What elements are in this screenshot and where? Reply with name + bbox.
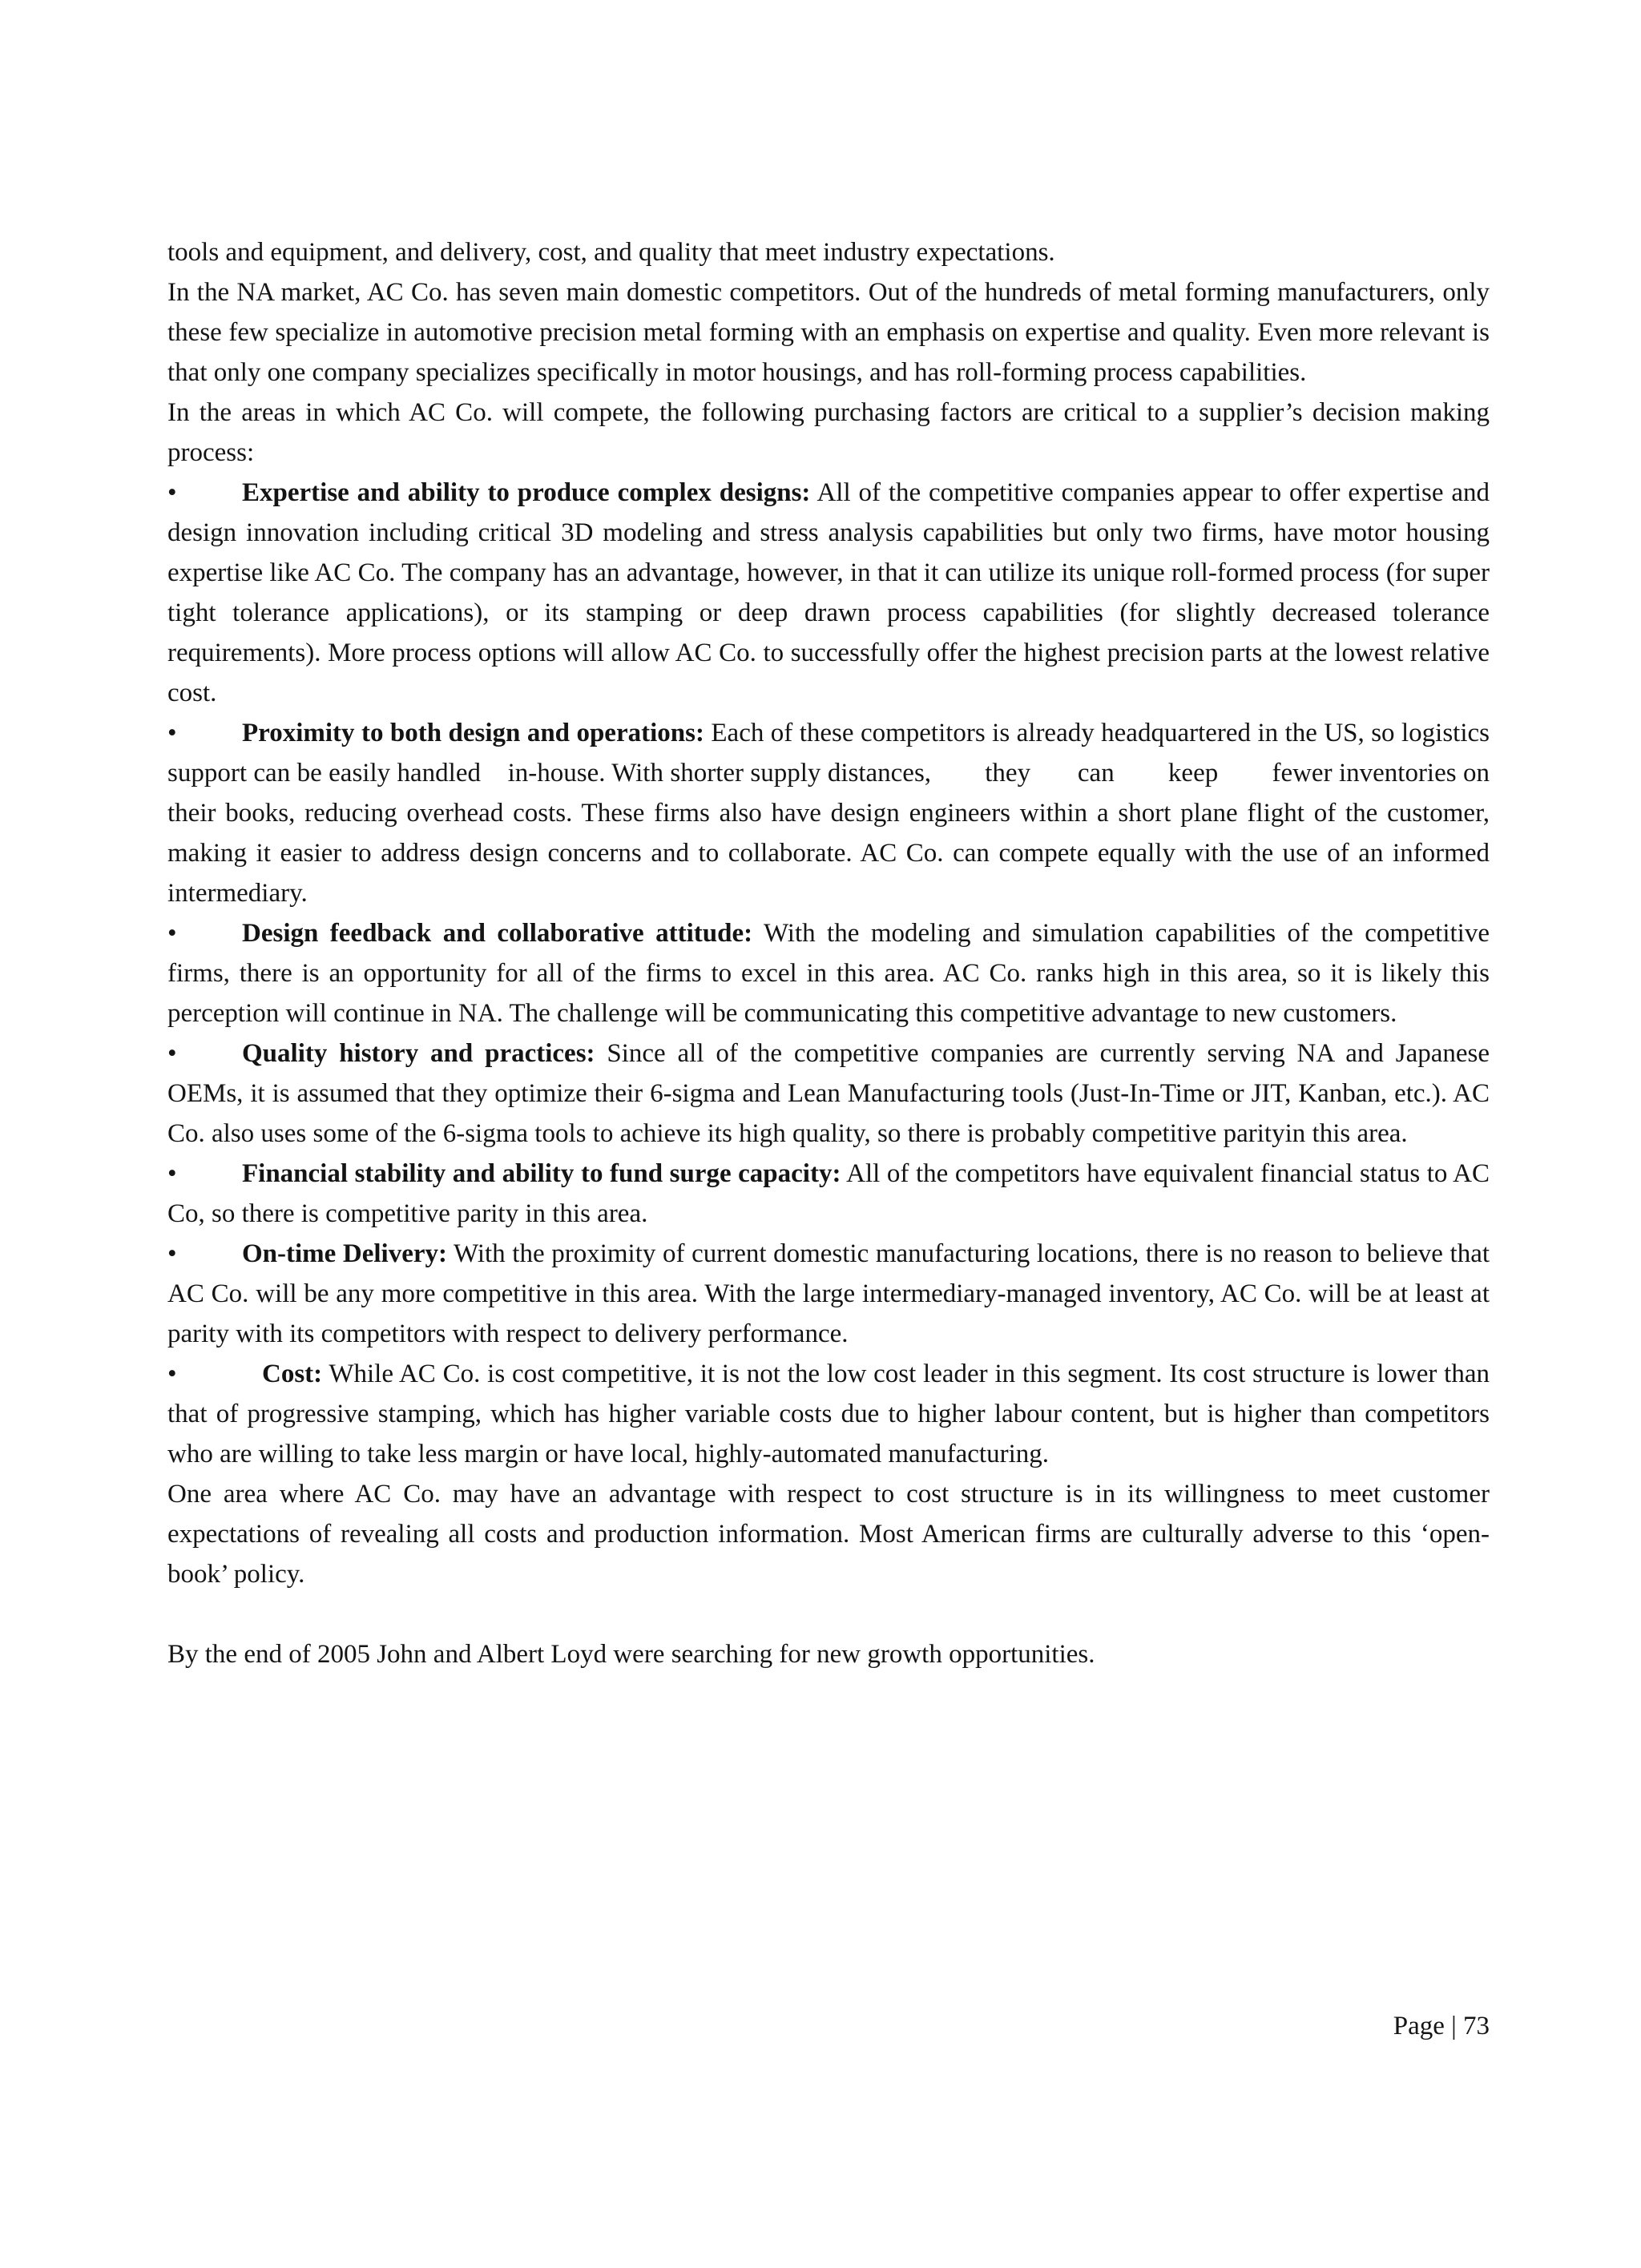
paragraph-purchasing-factors: In the areas in which AC Co. will compete, the following purchasing factors are critical to a supplier’s decision making process: bbox=[167, 398, 1490, 467]
paragraph-growth: By the end of 2005 John and Albert Loyd were searching for new growth opportunities. bbox=[167, 1640, 1095, 1669]
paragraph-spacer bbox=[167, 1594, 1490, 1634]
bullet-item-proximity bbox=[167, 713, 1497, 913]
bullet-item-design-feedback bbox=[167, 913, 1490, 1033]
bullet-marker: • bbox=[167, 1360, 177, 1388]
document-body bbox=[167, 232, 1497, 1674]
bullet-text: Each of these competitors is already headquartered in the US, so logistics support can be easily handled in-house. With shorter supply distances, they can keep fewer inventories on their books, reducing overhead costs. These firms also have design engineers within a short plane flight of the customer, making it easier to address design concerns and to collaborate. AC Co. can compete equally with the use of an informed intermediary. bbox=[167, 719, 1497, 908]
bullet-heading: Design feedback and collaborative attitude: bbox=[242, 919, 753, 948]
bullet-text: All of the competitive companies appear to offer expertise and design innovation including critical 3D modeling and stress analysis capabilities but only two firms, have motor housing expertise like AC Co. The company has an advantage, however, in that it can utilize its unique roll-formed process (for super tight tolerance applications), or its stamping or deep drawn process capabilities (for slightly decreased tolerance requirements). More process options will allow AC Co. to successfully offer the highest precision parts at the lowest relative cost. bbox=[167, 478, 1490, 707]
bullet-heading: Cost: bbox=[262, 1360, 323, 1388]
bullet-item-financial bbox=[167, 1154, 1490, 1234]
bullet-heading: On-time Delivery: bbox=[242, 1239, 448, 1268]
bullet-item-delivery bbox=[167, 1234, 1490, 1354]
bullet-text: With the proximity of current domestic manufacturing locations, there is no reason to believe that AC Co. will be any more competitive in this area. With the large intermediary-managed inventory, AC Co. will be at least at parity with its competitors with respect to delivery performance. bbox=[167, 1239, 1490, 1348]
bullet-text: Since all of the competitive companies are currently serving NA and Japanese OEMs, it is assumed that they optimize their 6-sigma and Lean Manufacturing tools (Just-In-Time or JIT, Kanban, etc.). AC Co. also uses some of the 6-sigma tools to achieve its high quality, so there is probably competitive parityin this area. bbox=[167, 1039, 1490, 1148]
bullet-item-cost bbox=[167, 1354, 1490, 1474]
bullet-marker: • bbox=[167, 1239, 177, 1268]
bullet-heading: Quality history and practices: bbox=[242, 1039, 595, 1068]
bullet-marker: • bbox=[167, 478, 177, 507]
bullet-text: All of the competitors have equivalent financial status to AC Co, so there is competitive parity in this area. bbox=[167, 1159, 1490, 1228]
bullet-marker: • bbox=[167, 919, 177, 948]
bullet-text: With the modeling and simulation capabilities of the competitive firms, there is an opportunity for all of the firms to excel in this area. AC Co. ranks high in this area, so it is likely this perception will continue in NA. The challenge will be communicating this competitive advantage to new customers. bbox=[167, 919, 1490, 1028]
paragraph-continuation: tools and equipment, and delivery, cost, and quality that meet industry expectations. bbox=[167, 238, 1055, 267]
bullet-text: While AC Co. is cost competitive, it is not the low cost leader in this segment. Its cost structure is lower than that of progressive stamping, which has higher variable costs due to higher labour content, but is higher than competitors who are willing to take less margin or have local, highly-automated manufacturing. bbox=[167, 1360, 1490, 1468]
bullet-heading: Expertise and ability to produce complex designs: bbox=[242, 478, 811, 507]
bullet-marker: • bbox=[167, 1039, 177, 1068]
bullet-heading: Proximity to both design and operations: bbox=[242, 719, 704, 747]
bullet-marker: • bbox=[167, 1159, 177, 1188]
bullet-marker: • bbox=[167, 719, 177, 747]
bullet-item-quality bbox=[167, 1033, 1490, 1154]
paragraph-competitors: In the NA market, AC Co. has seven main domestic competitors. Out of the hundreds of metal forming manufacturers, only these few specialize in automotive precision metal forming with an emphasis on expertise and quality. Even more relevant is that only one company specializes specifically in motor housings, and has roll-forming process capabilities. bbox=[167, 278, 1490, 387]
bullet-heading: Financial stability and ability to fund surge capacity: bbox=[242, 1159, 841, 1188]
bullet-item-expertise bbox=[167, 473, 1490, 713]
paragraph-open-book: One area where AC Co. may have an advantage with respect to cost structure is in its willingness to meet customer expectations of revealing all costs and production information. Most American firms are culturally adverse to this ‘open-book’ policy. bbox=[167, 1480, 1490, 1589]
page-number: Page | 73 bbox=[1393, 2012, 1490, 2040]
